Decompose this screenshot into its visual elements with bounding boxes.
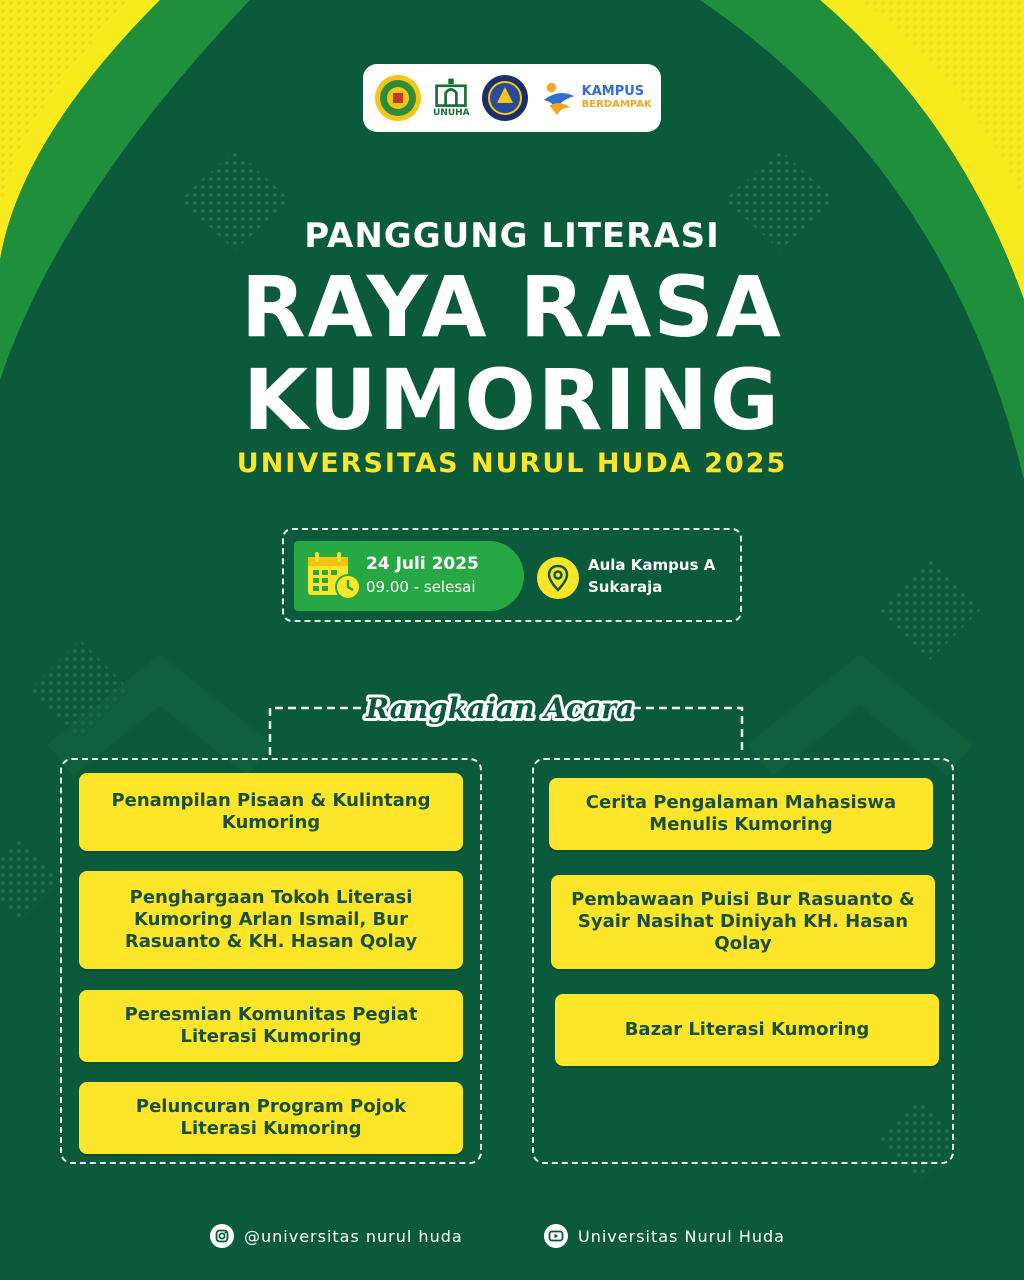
program-item: Cerita Pengalaman Mahasiswa Menulis Kumoring (549, 778, 933, 850)
program-heading-text: Rangkaian Acara (365, 692, 635, 725)
university-seal-logo (480, 73, 530, 123)
kampus-berdampak-logo (540, 79, 652, 117)
program-item: Bazar Literasi Kumoring (555, 994, 939, 1066)
kampus-berdampak-icon (540, 79, 578, 117)
program-item: Peluncuran Program Pojok Literasi Kumoring (79, 1082, 463, 1154)
location-line1: Aula Kampus A (588, 556, 716, 574)
event-title-line2: KUMORING (242, 351, 781, 449)
ministry-logo (373, 73, 423, 123)
unuha-logo (433, 78, 470, 118)
youtube-icon (544, 1224, 568, 1248)
instagram-icon (210, 1224, 234, 1248)
instagram-handle[interactable] (210, 1222, 463, 1250)
location-line2: Sukaraja (588, 578, 663, 596)
program-item: Penampilan Pisaan & Kulintang Kumoring (79, 773, 463, 851)
program-item: Peresmian Komunitas Pegiat Literasi Kumoring (79, 990, 463, 1062)
youtube-channel[interactable] (544, 1222, 785, 1250)
kampus-label: KAMPUS (581, 84, 645, 99)
unuha-emblem (433, 78, 469, 108)
program-item: Penghargaan Tokoh Literasi Kumoring Arlan Ismail, Bur Rasuanto & KH. Hasan Qolay (79, 871, 463, 969)
instagram-label: @universitas nurul huda (244, 1226, 463, 1246)
event-location (588, 554, 738, 598)
university-name: UNIVERSITAS NURUL HUDA 2025 (236, 448, 788, 479)
logo-bar (363, 64, 661, 132)
calendar-clock-icon (306, 551, 362, 601)
berdampak-label: BERDAMPAK (581, 99, 652, 110)
unuha-label: UNUHA (433, 108, 470, 118)
event-title-line1: RAYA RASA (241, 258, 783, 356)
program-item: Pembawaan Puisi Bur Rasuanto & Syair Nasihat Diniyah KH. Hasan Qolay (551, 875, 935, 969)
program-heading (365, 682, 635, 738)
event-time: 09.00 - selesai (366, 578, 476, 596)
event-date: 24 Juli 2025 (366, 554, 479, 574)
event-subtitle: PANGGUNG LITERASI (304, 216, 720, 256)
youtube-label: Universitas Nurul Huda (578, 1226, 785, 1246)
location-pin-icon (536, 556, 580, 600)
